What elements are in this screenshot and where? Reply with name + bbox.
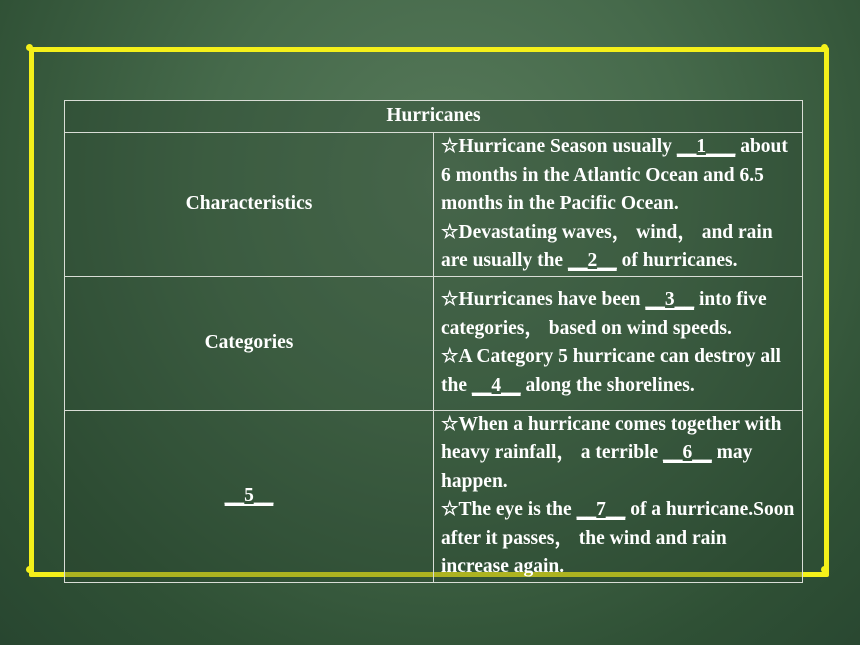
blank-7[interactable]: __7__ xyxy=(576,499,626,520)
table-row xyxy=(65,133,803,277)
content-line xyxy=(441,411,796,497)
hurricanes-table xyxy=(64,100,803,583)
content-line xyxy=(441,133,796,219)
content-line xyxy=(441,286,796,343)
text-before-blank: When a hurricane comes together with heavy rainfall， a terrible xyxy=(441,413,782,463)
text-after-blank: of hurricanes. xyxy=(616,250,738,271)
blank-4[interactable]: __4__ xyxy=(471,374,521,396)
row-content xyxy=(434,410,803,582)
content-line xyxy=(441,496,796,582)
text-after-blank: about 6 months in the Atlantic Ocean and 6.5 months in the Pacific Ocean. xyxy=(441,136,788,214)
content-line xyxy=(441,343,796,400)
blank-5[interactable]: __5__ xyxy=(224,484,274,506)
row-label: Categories xyxy=(65,276,434,410)
text-before-blank: Devastating waves， wind， and rain are usually the xyxy=(441,221,773,271)
text-after-blank: along the shorelines. xyxy=(520,374,695,396)
frame-corner-dot xyxy=(821,44,828,51)
star-icon: ☆ xyxy=(441,221,459,243)
frame-corner-dot xyxy=(26,566,33,573)
row-label-blank-5[interactable] xyxy=(65,410,434,582)
star-icon: ☆ xyxy=(441,136,459,157)
blank-3[interactable]: __3__ xyxy=(645,289,695,310)
row-label: Characteristics xyxy=(65,133,434,277)
blank-1[interactable]: __1___ xyxy=(676,136,736,157)
row-content xyxy=(434,133,803,277)
text-after-blank: into five categories， based on wind speeds. xyxy=(441,289,767,339)
blank-2[interactable]: __2__ xyxy=(567,250,617,271)
star-icon: ☆ xyxy=(441,499,459,520)
text-before-blank: A Category 5 hurricane can destroy all the xyxy=(441,346,781,396)
row-content xyxy=(434,276,803,410)
table-row xyxy=(65,276,803,410)
table-title: Hurricanes xyxy=(65,101,803,133)
text-before-blank: The eye is the xyxy=(458,499,577,520)
star-icon: ☆ xyxy=(441,346,459,367)
star-icon: ☆ xyxy=(441,413,459,435)
blank-6[interactable]: __6__ xyxy=(663,442,712,463)
frame-corner-dot xyxy=(26,44,33,51)
text-before-blank: Hurricane Season usually xyxy=(458,136,677,157)
text-after-blank: may happen. xyxy=(441,442,753,492)
table-row xyxy=(65,410,803,582)
text-before-blank: Hurricanes have been xyxy=(458,289,646,310)
star-icon: ☆ xyxy=(441,289,459,310)
frame-corner-dot xyxy=(821,566,828,573)
table-header-row xyxy=(65,101,803,133)
text-after-blank: of a hurricane.Soon after it passes， the wind and rain increase again. xyxy=(441,499,795,577)
content-line xyxy=(441,219,796,276)
